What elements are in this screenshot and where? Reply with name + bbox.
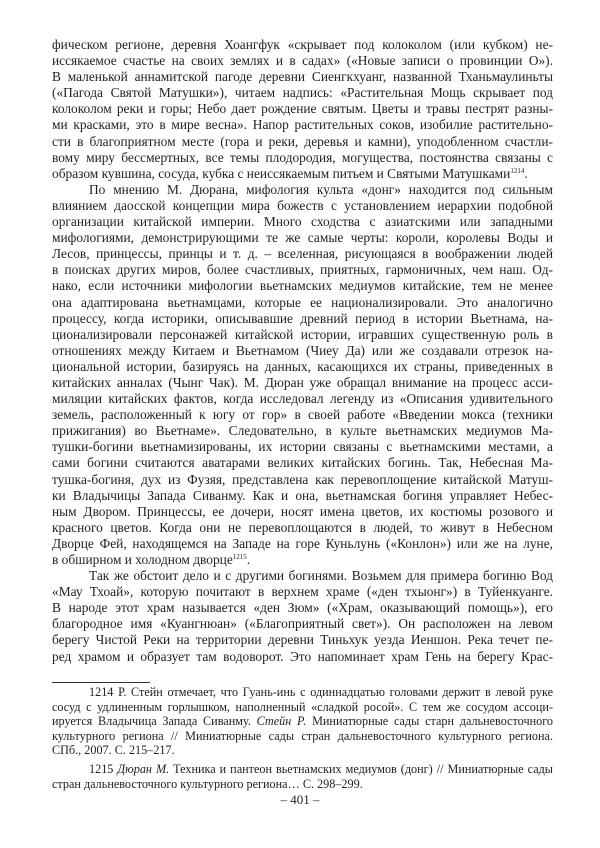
footnote-line: сосуд с удлиненным горлышком, наполненный «сладкой росой». С тем же сосудом ассоци- (52, 699, 553, 714)
text-line: По мнению М. Дюрана, мифология культа «донг» находится под сильным (89, 181, 553, 197)
text-segment: 1215 (89, 761, 118, 776)
text-line: красного цветов. Когда они не перевоплощаются в людей, то живут в Небесном (52, 519, 553, 535)
paragraph (52, 182, 553, 568)
footnote (52, 685, 553, 758)
footnote-separator (52, 682, 150, 683)
text-line: сами богини считаются аватарами великих китайских богинь. Так, Небесная Ма- (52, 455, 553, 471)
text-line: прижигания) во Вьетнаме». Следовательно, в культе вьетнамских медиумов Ма- (52, 423, 553, 439)
author-name: Стейн Р. (256, 714, 307, 729)
text-segment: в обширном и холодном дворце (52, 552, 233, 567)
text-segment: . (524, 165, 528, 181)
footnote-line: 1214 Р. Стейн отмечает, что Гуань-инь с одиннадцатью головами держит в левой руке (89, 685, 553, 699)
text-segment: . (246, 552, 251, 567)
footnotes (52, 685, 553, 795)
body-text (52, 37, 553, 665)
author-name: Дюран М. (117, 761, 170, 776)
text-line: Так же обстоит дело и с другими богинями. Возьмем для примера богиню Вод (89, 568, 553, 584)
footnote-line: культурного региона // Миниатюрные сады стран дальневосточного культурного региона. (52, 728, 553, 743)
text-line: Дворце Фей, находящемся на Западе на горе Куньлунь («Конлон») или же на луне, (52, 535, 553, 551)
footnote-line: стран дальневосточного культурного региона… С. 298–299. (52, 776, 363, 791)
text-line (52, 552, 553, 568)
text-line: ционализировали персонажей китайской истории, игравших существенную роль в (52, 326, 553, 342)
text-line (52, 166, 553, 182)
text-line: она адаптирована вьетнамцами, которые ее национализировали. Это аналогично (52, 294, 553, 310)
text-line: нако, если источники мифологии вьетнамских медиумов китайские, тем не менее (52, 278, 553, 294)
text-line: тушка-богиня, дух из Фузяя, представлена как перевоплощение китайской Матуш- (52, 471, 553, 487)
text-line: вому миру бессмертных, все темы плодородия, могущества, постоянства связаны с (52, 149, 553, 165)
text-line: сти в благоприятном месте (гора и реки, деревья и камни), уподобленном счастли- (52, 133, 553, 149)
text-line: ми красками, это в мире весна». Напор растительных соков, изобилие растительно- (52, 117, 553, 133)
text-line: В маленькой аннамитской пагоде деревни Сиенгкхуанг, названной Тханьмаулиньты (52, 69, 553, 85)
text-line: отношениях между Китаем и Вьетнамом (Чиеу Да) или же создавали отрезок на- (52, 342, 553, 358)
text-line: берегу Чистой Реки на территории деревни Тиньхук уезда Иеншон. Река течет пе- (52, 632, 553, 648)
text-line: процессу, когда историки, описывавшие древний период в истории Вьетнама, на- (52, 310, 553, 326)
text-line: ред храмом и образует там водоворот. Это напоминает храм Гень на берегу Крас- (52, 648, 553, 664)
paragraph (52, 37, 553, 182)
text-line: влиянием даосской концепции мира божеств с установлением иерархии подобной (52, 197, 553, 213)
text-line: циональной истории, базируясь на данных, касающихся их страны, приведенных в (52, 358, 553, 374)
footnote-ref: 1215 (232, 553, 247, 561)
text-line: «Мау Тхоай», которую почитают в верхнем храме («ден тхыонг») в Туйенкуанге. (52, 584, 553, 600)
text-line: мифологиями, демонстрирующими те же самые черты: короли, королевы Воды и (52, 230, 553, 246)
text-line: фическом регионе, деревня Хоангфук «скрывает под колоколом (или кубком) не- (52, 37, 553, 52)
text-segment: Техника и пантеон вьетнамских медиумов (донг) // Миниатюрные сады (169, 761, 553, 776)
footnote-line (52, 714, 553, 729)
page-number: – 401 – (280, 792, 320, 807)
text-line: земель, расположенный к югу от гор» в своей работе «Введении мокса (техники (52, 407, 553, 423)
text-line: тушки-богини вьетнамизированы, их истории связаны с вьетнамскими местами, а (52, 439, 553, 455)
footnote-line: СПб., 2007. С. 215–217. (52, 743, 175, 758)
text-line: ки Владычицы Запада Сиванму. Как и она, вьетнамская богиня управляет Небес- (52, 487, 553, 503)
footnote (52, 762, 553, 791)
text-segment: ируется Владычица Запада Сиванму. (52, 714, 257, 729)
text-line: иссякаемое счастье на своих землях и в садах» («Новые записи о провинции О»). (52, 53, 553, 69)
footnote-line (52, 762, 553, 777)
text-segment: Миниатюрные сады старн дальневосточного (306, 714, 553, 729)
text-line: благородное имя «Куангнюан» («Благоприятный свет»). Он расположен на левом (52, 616, 553, 632)
text-line: китайских анналах (Чынг Чак). М. Дюран уже обращал внимание на процесс асси- (52, 374, 553, 390)
text-line: миляции китайских фактов, когда исследовал легенду из «Описания удивительного (52, 391, 553, 407)
text-line: ным Двором. Принцессы, ее дочери, носят имена цветов, их костюмы розового и (52, 503, 553, 519)
text-line: в поисках других миров, более счастливых, приятных, гармоничных, чем наш. Од- (52, 262, 553, 278)
text-segment: образом кувшина, сосуда, кубка с неиссякаемым питьем и Святыми Матушками (52, 165, 511, 181)
footnote-ref: 1214 (510, 166, 525, 175)
text-line: организации китайской империи. Много сходства с азиатскими или западными (52, 214, 553, 230)
text-line: В народе этот храм называется «ден Зюм» («Храм, оказывающий помощь»), его (52, 600, 553, 616)
text-line: Лесов, принцессы, принцы и т. д. – вселенная, рисующаяся в воображении людей (52, 246, 553, 262)
paragraph (52, 568, 553, 665)
text-line: колоколом реки и горы; Небо дает рождение святым. Цветы и травы пестрят разны- (52, 101, 553, 117)
text-line: («Пагода Святой Матушки»), читаем надпись: «Растительная Мощь скрывает под (52, 85, 553, 101)
